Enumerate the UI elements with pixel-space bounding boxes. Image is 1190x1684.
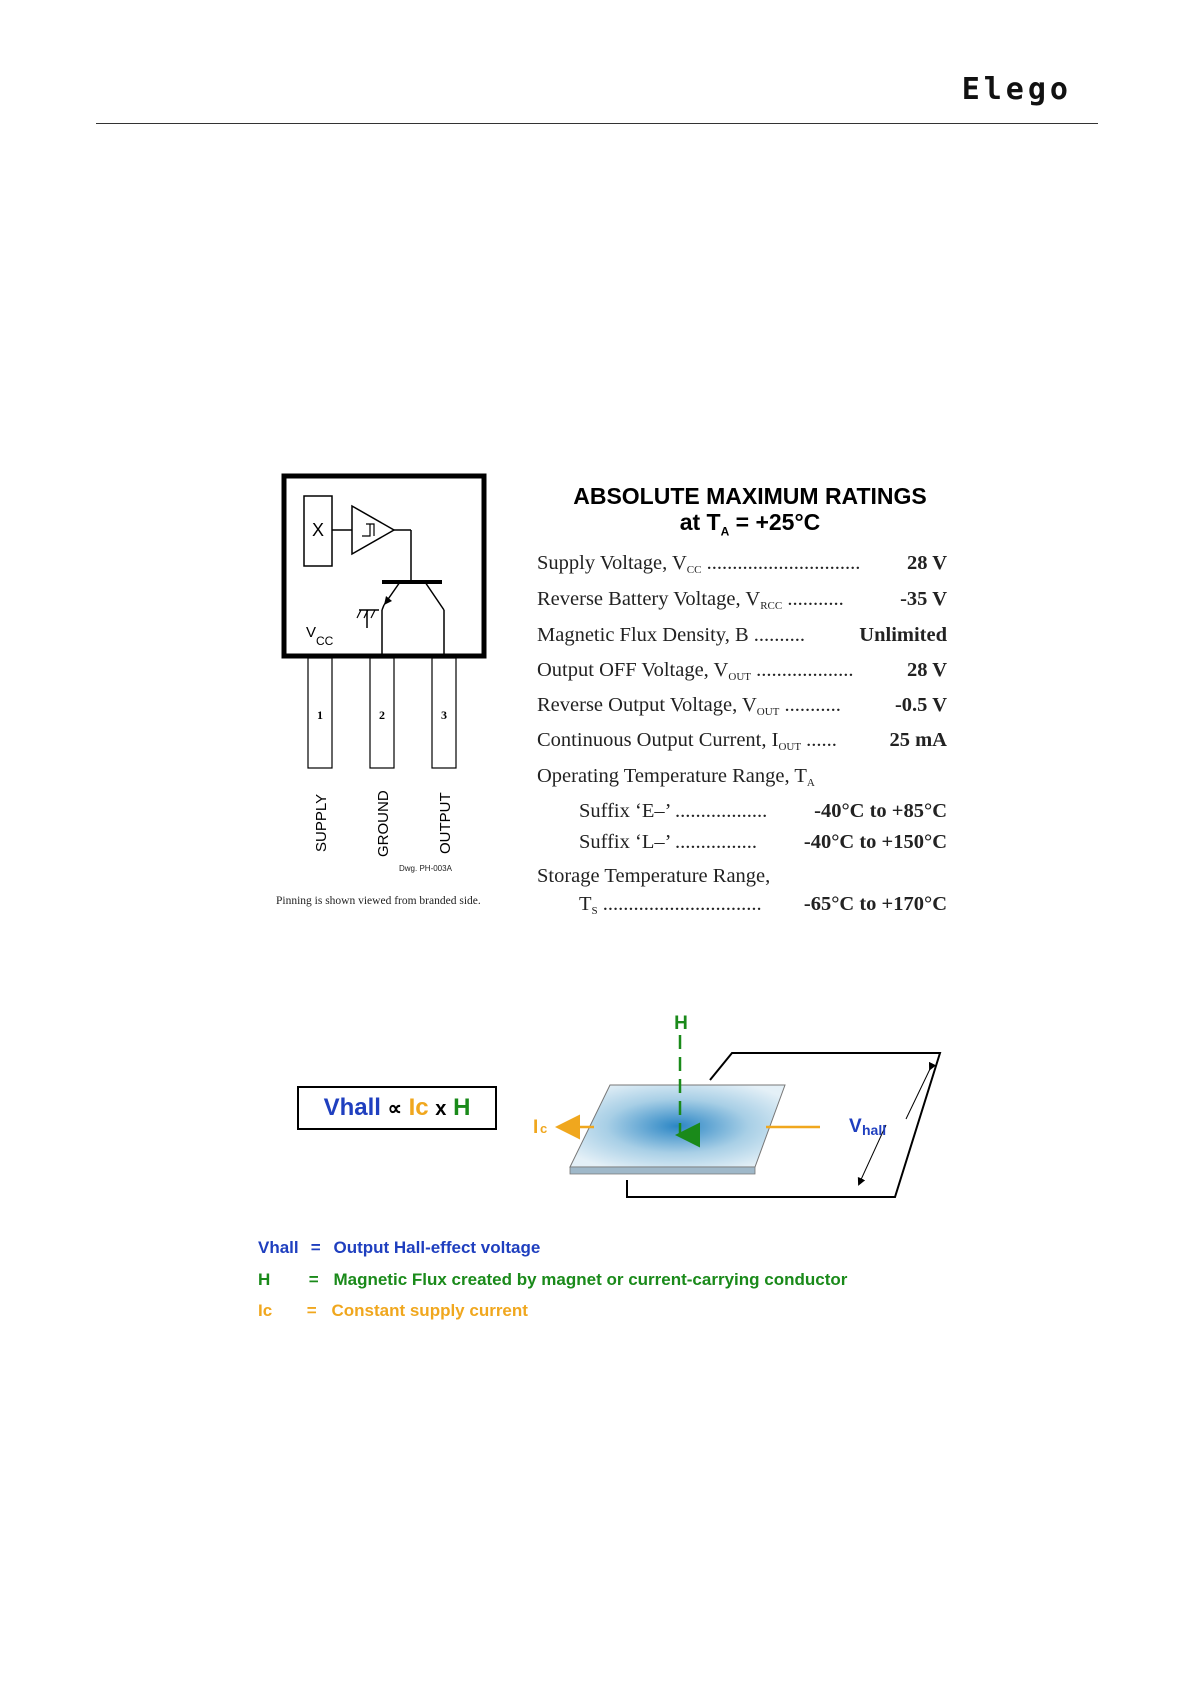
- hall-formula: [297, 1086, 497, 1130]
- rating-label: Storage Temperature Range,: [537, 865, 771, 887]
- pin-number: 3: [441, 708, 447, 722]
- rating-leader-dots: ...................: [750, 659, 854, 681]
- legend-equals: =: [308, 1270, 319, 1289]
- formula-ic: Ic: [408, 1094, 429, 1121]
- legend-symbol: Vhall: [258, 1238, 299, 1257]
- legend-text: Magnetic Flux created by magnet or current-carrying conductor: [333, 1270, 848, 1289]
- vhall-subscript: hall: [862, 1122, 887, 1138]
- rating-subscript: S: [591, 905, 598, 917]
- rating-leader-dots: ......: [801, 729, 837, 751]
- rating-label: Magnetic Flux Density, B: [537, 624, 749, 646]
- rating-value: -35 V: [900, 588, 947, 610]
- drawing-number: Dwg. PH-003A: [399, 864, 452, 873]
- formula-proportional: ∝: [387, 1098, 402, 1120]
- ratings-subtitle: at $T_A = +25^\circ C$: [679, 509, 821, 539]
- logo-text: Elego: [961, 72, 1072, 107]
- rating-row: [579, 831, 947, 854]
- rating-row: [537, 765, 947, 789]
- rating-label: Reverse Output Voltage, V: [537, 694, 757, 716]
- rating-subscript: RCC: [760, 600, 783, 612]
- legend-item-vhall: [258, 1238, 540, 1258]
- rating-value: -65°C to +170°C: [803, 893, 947, 915]
- hall-plate: [570, 1085, 785, 1167]
- rating-subscript: CC: [686, 564, 702, 576]
- legend-equals: =: [310, 1238, 321, 1257]
- vcc-subscript: CC: [316, 634, 334, 648]
- rating-subscript: OUT: [728, 671, 751, 683]
- hall-element-label: X: [311, 520, 325, 540]
- rating-label: Suffix ‘L–’: [579, 831, 670, 853]
- vcc-label: V: [306, 624, 317, 641]
- rating-label: Reverse Battery Voltage, V: [537, 588, 761, 610]
- pin-name: SUPPLY: [313, 793, 330, 852]
- vhall-label: V: [849, 1116, 862, 1137]
- legend-item-h: [258, 1270, 847, 1290]
- rating-subscript: OUT: [778, 741, 802, 753]
- rating-value: 28 V: [906, 552, 947, 574]
- pin-number: 1: [317, 708, 323, 722]
- rating-row: [537, 865, 947, 888]
- rating-value: Unlimited: [859, 624, 947, 646]
- rating-leader-dots: ...........: [782, 588, 844, 610]
- legend-item-ic: [258, 1301, 528, 1321]
- hall-effect-diagram: [510, 995, 950, 1215]
- legend-text: Output Hall-effect voltage: [333, 1238, 541, 1257]
- rating-row: [537, 588, 947, 612]
- formula-vhall: Vhall: [323, 1094, 381, 1121]
- rating-leader-dots: ................: [669, 831, 758, 853]
- rating-label: Output OFF Voltage, V: [537, 659, 729, 681]
- ratings-title: ABSOLUTE MAXIMUM RATINGS: [573, 483, 927, 509]
- rating-subscript: OUT: [756, 706, 780, 718]
- rating-leader-dots: ..........: [748, 624, 806, 646]
- current-ic-label: I: [533, 1117, 539, 1138]
- rating-row: [579, 800, 947, 823]
- formula-times: x: [435, 1098, 447, 1120]
- legend-equals: =: [306, 1301, 317, 1320]
- current-ic-subscript: c: [540, 1121, 548, 1136]
- rating-row: [537, 729, 947, 753]
- rating-leader-dots: ...........: [779, 694, 841, 716]
- rating-row: [537, 659, 947, 683]
- pinning-caption: Pinning is shown viewed from branded side.: [276, 895, 481, 907]
- formula-h: H: [453, 1094, 471, 1121]
- legend-symbol: Ic: [258, 1301, 273, 1320]
- rating-subscript: A: [806, 777, 815, 789]
- rating-label: Suffix ‘E–’: [579, 800, 670, 822]
- rating-leader-dots: ...............................: [597, 893, 762, 915]
- elego-logo: [962, 72, 1072, 107]
- sensor-pinout-diagram: [270, 470, 500, 870]
- rating-value: -0.5 V: [894, 694, 947, 716]
- flux-h-label: H: [674, 1013, 688, 1034]
- rating-row: [537, 694, 947, 718]
- header-rule: [96, 123, 1098, 124]
- rating-label: Operating Temperature Range, T: [537, 765, 807, 787]
- legend-text: Constant supply current: [331, 1301, 528, 1320]
- schmitt-trigger-icon: [352, 506, 394, 554]
- pin-name: GROUND: [375, 790, 392, 857]
- rating-label: T: [579, 893, 592, 915]
- rating-label: Supply Voltage, V: [537, 552, 687, 574]
- rating-label: Continuous Output Current, I: [537, 729, 779, 751]
- rating-value: -40°C to +150°C: [803, 831, 947, 853]
- pin-number: 2: [379, 708, 385, 722]
- ratings-heading: [540, 483, 960, 545]
- rating-value: -40°C to +85°C: [814, 800, 947, 822]
- rating-value: 28 V: [906, 659, 947, 681]
- pin-name: OUTPUT: [437, 792, 454, 854]
- rating-row: [579, 893, 947, 917]
- rating-leader-dots: ..................: [669, 800, 768, 822]
- rating-value: 25 mA: [889, 729, 947, 751]
- legend-symbol: H: [258, 1270, 271, 1289]
- rating-row: [537, 552, 947, 576]
- rating-row: [537, 624, 947, 647]
- rating-leader-dots: ..............................: [701, 552, 861, 574]
